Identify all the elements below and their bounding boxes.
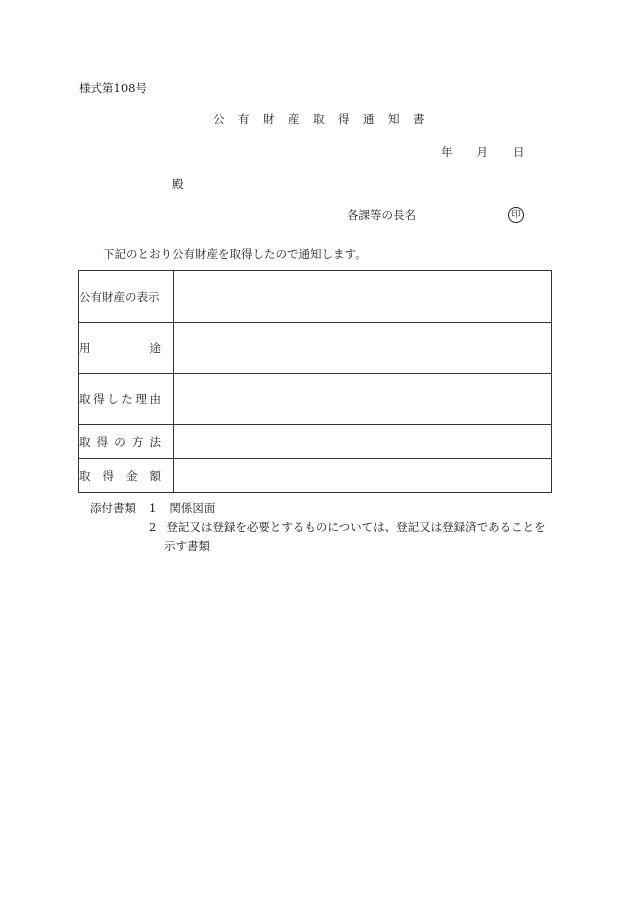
row-label bbox=[79, 374, 174, 425]
row-value bbox=[174, 459, 552, 493]
row-value bbox=[174, 374, 552, 425]
attachment-item bbox=[149, 522, 546, 534]
seal-mark: 印 bbox=[508, 207, 524, 223]
attachment-item bbox=[149, 503, 215, 515]
attachment-text: 関係図面 bbox=[169, 501, 216, 515]
property-table bbox=[78, 270, 552, 493]
label-text-justified: 用 途 bbox=[79, 341, 161, 355]
date-day-label: 日 bbox=[513, 145, 525, 159]
row-value bbox=[174, 425, 552, 459]
title-char: 知 bbox=[388, 112, 400, 126]
attachment-number: 1 bbox=[149, 501, 157, 515]
date-year-label: 年 bbox=[441, 145, 453, 159]
attachments-heading: 添付書類 bbox=[90, 501, 136, 515]
attachment-number: 2 bbox=[149, 520, 157, 534]
attachment-text: 登記又は登録を必要とするものについては、登記又は登録済であることを bbox=[166, 520, 546, 534]
table-row bbox=[79, 459, 552, 493]
table-row bbox=[79, 374, 552, 425]
table-row bbox=[79, 323, 552, 374]
title-char: 有 bbox=[238, 112, 250, 126]
row-value bbox=[174, 323, 552, 374]
row-label bbox=[79, 271, 174, 323]
document-title bbox=[213, 114, 438, 126]
row-value bbox=[174, 271, 552, 323]
row-label bbox=[79, 323, 174, 374]
sender-name: 各課等の長名 bbox=[347, 208, 416, 222]
title-char: 得 bbox=[338, 112, 350, 126]
label-text-justified: 取 得 の 方 法 bbox=[79, 434, 161, 449]
attachment-text-continued: 示す書類 bbox=[164, 539, 210, 553]
date-line bbox=[441, 147, 525, 159]
label-text: 公有財産の表示 bbox=[79, 289, 160, 304]
title-char: 書 bbox=[413, 112, 425, 126]
title-char: 公 bbox=[213, 112, 225, 126]
date-month-label: 月 bbox=[476, 145, 488, 159]
title-char: 通 bbox=[363, 112, 375, 126]
table-row bbox=[79, 271, 552, 323]
title-char: 取 bbox=[313, 112, 325, 126]
addressee-suffix: 殿 bbox=[172, 177, 184, 191]
intro-text: 下記のとおり公有財産を取得したので通知します。 bbox=[103, 247, 367, 261]
form-number: 様式第108号 bbox=[79, 81, 147, 95]
label-text-justified: 取 得 し た 理 由 bbox=[79, 392, 161, 406]
title-char: 産 bbox=[288, 112, 300, 126]
row-label bbox=[79, 459, 174, 493]
title-char: 財 bbox=[263, 112, 275, 126]
row-label bbox=[79, 425, 174, 459]
table-row bbox=[79, 425, 552, 459]
label-text-justified: 取 得 金 額 bbox=[79, 468, 161, 483]
